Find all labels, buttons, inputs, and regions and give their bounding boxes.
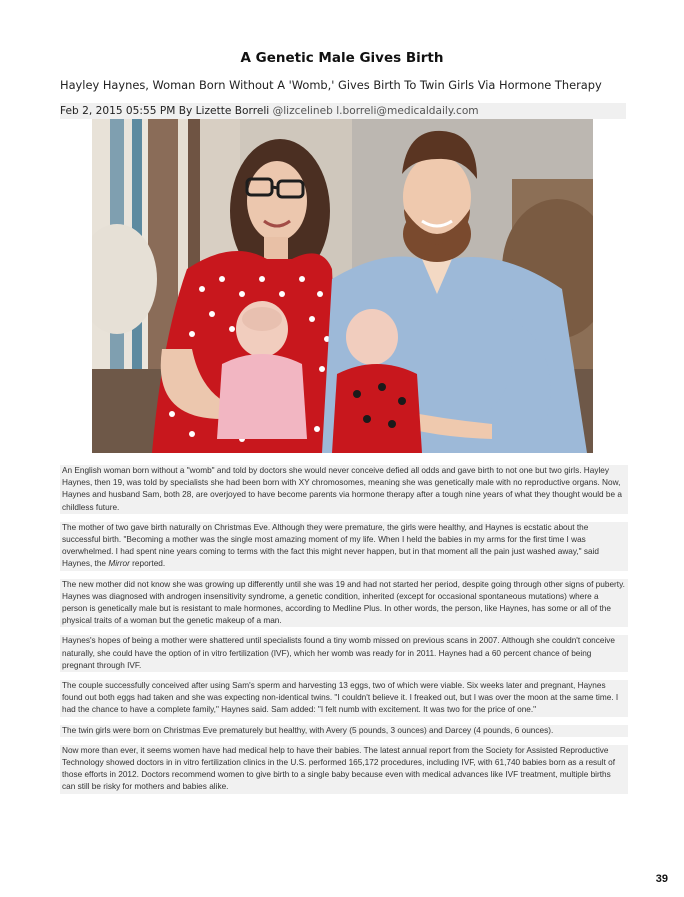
paragraph-text: Haynes's hopes of being a mother were shattered until specialists found a tiny womb missed on previous scans in 2007. Although she couldn't conceive naturally, she could have the option of [62,636,616,658]
paragraph-text: An English woman born without a "womb" and told by doctors she would never conceive defied all odds and gave birth to not one but two girls. Hayley Haynes, then 19, was told by specialists she had been born with XY chromosomes, meaning she was genetically male with no reproductive organs. Now, Haynes and husband Sam, both 28, are overjoyed to have become parents via hormone therapy after a tough nine years of what they thought would be a childless future. [62,466,622,512]
link-medline-plus[interactable]: Medline Plus [332,604,380,614]
link-latest-annual-report[interactable]: latest annual report [380,745,451,755]
page-number: 39 [655,873,668,885]
paragraph-text: The couple successfully conceived after using Sam's sperm and harvesting 13 eggs, two of which were viable. Six weeks later and pregnant, Haynes found out both eggs had taken and she was expecting non-identical twins. "I couldn't believe it. I freaked out, but I was over the moon at the same time. I had the chance to have a complete family," Haynes said. Sam added: "I felt numb with excitement. It was two for the price of one." [62,681,619,715]
byline-date: Feb 2, 2015 05:55 PM [60,105,176,117]
article-paragraph [60,725,628,737]
article-paragraph [60,579,628,628]
article-body [60,465,628,802]
byline-author[interactable]: Lizette Borreli [195,105,270,117]
byline-email[interactable]: l.borreli@medicaldaily.com [336,105,479,117]
paragraph-text: The mother of two gave birth naturally on Christmas Eve. Although they were premature, the girls were healthy, and Haynes is ecstatic about the successful birth. "Becoming a mother was the single most amazing moment of my life. When I held the babies in my arms for the first time I was overwhelmed. I had spent nine years coming to terms with the fact this might never happen, but in that moment all the pain just washed away," said Haynes, the [62,522,600,569]
byline-by: By [178,105,193,117]
article-title: A Genetic Male Gives Birth [240,50,444,66]
article-paragraph [60,680,628,717]
article-paragraph [60,635,628,672]
paragraph-text: The new mother did not know she was growing up differently until she was 19 and had not started her period, despite going through other signs of puberty. Haynes was diagnosed with androgen insensitivity syndrome, a genetic condition, inherited (except for occasional spontaneous mutations) where a person is genetically male but is resistant to male hormones, according to [62,579,625,614]
source-mirror[interactable]: Mirror [108,559,130,569]
paragraph-text: (IVF), which her womb was ready for in 2011. Haynes had a 60 percent chance of being pregnant through IVF. [62,648,592,670]
paragraph-text: The twin girls were born on Christmas Eve prematurely but healthy, with Avery (5 pounds, 3 ounces) and Darcey (4 pounds, 6 ounces). [62,725,554,735]
article-paragraph [60,745,628,794]
article-paragraph [60,522,628,571]
link-in-vitro-fertilization[interactable]: in vitro fertilization [202,648,269,658]
article-subtitle: Hayley Haynes, Woman Born Without A 'Womb,' Gives Birth To Twin Girls Via Hormone Therapy [60,78,602,92]
article-photo [92,119,593,453]
paragraph-text: reported. [129,559,166,569]
article-paragraph [60,465,628,514]
paragraph-text: . In other words, the person, like Haynes, has some or all of the physical traits of a woman but the genetic makeup of a man. [62,604,611,626]
byline-twitter-handle[interactable]: @lizcelineb [272,105,333,117]
family-photo-icon [92,119,593,453]
byline [60,103,626,119]
paragraph-text: Now more than ever, it seems women have had medical help to have their babies. The [62,745,381,755]
paragraph-text: from the Society for Assisted Reproductive Technology showed doctors in in vitro fertilization clinics in the U.S. performed 165,172 procedures, including IVF, with 61,740 babies born as a result of those efforts in 2012. Doctors recommend women to give birth to a single baby because even with medical advances like IVF treatment, multiple births can still be risky for mothers and babies alike. [62,745,616,792]
